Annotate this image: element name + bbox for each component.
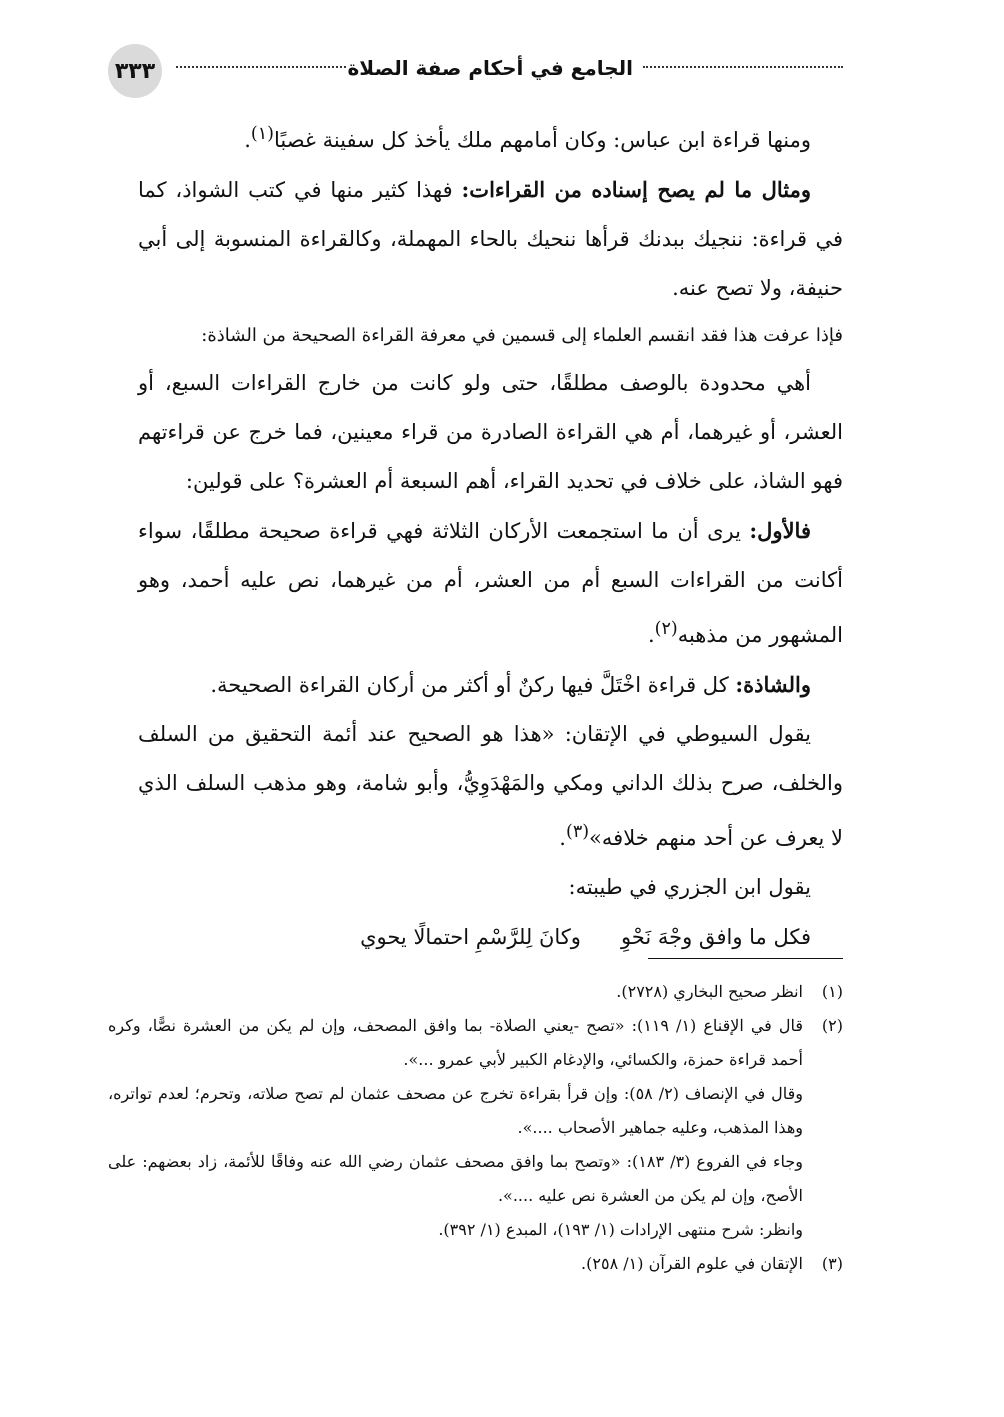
footnote-ref-1[interactable]: (١): [250, 124, 274, 144]
footnote-3: [108, 1247, 843, 1281]
paragraph-ibn-jazari-intro: يقول ابن الجزري في طيبته:: [568, 875, 811, 899]
paragraph-question: أهي محدودة بالوصف مطلقًا، حتى ولو كانت من خارج القراءات السبع، أو العشر، أو غيرهما، أم هي القراءة الصادرة من قراء معينين، فما خرج عن قراءتهم فهو الشاذ، على خلاف في تحديد القراء، أهم السبعة أم العشرة؟ على قولين:: [138, 371, 843, 493]
paragraph-first-opinion: فالأول: يرى أن ما استجمعت الأركان الثلاثة فهي قراءة صحيحة مطلقًا، سواء أكانت من القراءات السبع أم من العشر، أم من غيرهما، نص عليه أحمد، وهو المشهور من مذهبه$^{(٢)}$.: [138, 518, 843, 647]
term-shadhdha: والشاذة:: [735, 672, 811, 697]
paragraph-two-opinions-intro: فإذا عرفت هذا فقد انقسم العلماء إلى قسمين في معرفة القراءة الصحيحة من الشاذة:: [201, 325, 843, 346]
main-text: [138, 110, 843, 962]
verse-first-hemistich: فكل ما وافق وجْهَ نَحْوِ: [620, 925, 811, 949]
term-first: فالأول:: [749, 518, 811, 543]
paragraph-shadhdha-definition: والشاذة: كل قراءة اخْتَلَّ فيها ركنٌ أو أكثر من أركان القراءة الصحيحة.: [210, 672, 811, 697]
paragraph-ibn-abbas-reading: ومنها قراءة ابن عباس: وكان أمامهم ملك يأخذ كل سفينة غصبًا$^{(١)}$.: [244, 124, 811, 152]
footnote-ref-2[interactable]: (٢): [654, 619, 678, 639]
book-title: الجامع في أحكام صفة الصلاة: [347, 56, 633, 80]
footnote-text: الإتقان في علوم القرآن (١/ ٢٥٨).: [581, 1254, 803, 1273]
section-heading: ومثال ما لم يصح إسناده من القراءات:: [461, 177, 811, 202]
footnotes: [108, 975, 843, 1281]
header-dotted-rule-right: [643, 66, 843, 68]
footnote-text: انظر صحيح البخاري (٢٧٢٨).: [616, 982, 803, 1001]
poem-verse: [138, 912, 843, 962]
footnote-2: [108, 1009, 843, 1247]
footnote-ref-3[interactable]: (٣): [565, 822, 590, 842]
footnote-separator: [648, 958, 843, 959]
footnote-1: [108, 975, 843, 1009]
footnote-number: (١): [821, 982, 843, 1001]
paragraph-unsound-chain-example: ومثال ما لم يصح إسناده من القراءات: فهذا كثير منها في كتب الشواذ، كما في قراءة: ننجيك ببدنك قرأها ننحيك بالحاء المهملة، وكالقراءة المنسوبة إلى أبي حنيفة، ولا تصح عنه.: [138, 177, 843, 300]
footnote-text: قال في الإقناع (١/ ١١٩): «تصح -يعني الصلاة- بما وافق المصحف، وإن لم يكن من العشرة نصًّا، وكره أحمد قراءة حمزة، والكسائي، والإدغام الكبير لأبي عمرو ...». وقال في الإنصاف (٢/ ٥٨): وإن قرأ بقراءة تخرج عن مصحف عثمان لم تصح صلاته، وتحرم؛ لعدم تواتره، وهذا المذهب، وعليه جماهير الأصحاب ....». وجاء في الفروع (٣/ ١٨٣): «وتصح بما وافق مصحف عثمان رضي الله عنه وفاقًا للأئمة، زاد بعضهم: على الأصح، وإن لم يكن من العشرة نص عليه ....». وانظر: شرح منتهى الإرادات (١/ ١٩٣)، المبدع (١/ ٣٩٢).: [108, 1016, 804, 1239]
footnote-number: (٣): [821, 1254, 843, 1273]
footnote-number: (٢): [821, 1016, 843, 1035]
verse-second-hemistich: وكانَ لِلرَّسْمِ احتمالًا يحوي: [360, 925, 581, 949]
paragraph-suyuti-quote: يقول السيوطي في الإتقان: «هذا هو الصحيح عند أئمة التحقيق من السلف والخلف، صرح بذلك الداني ومكي والمَهْدَوِيُّ، وأبو شامة، وهو مذهب السلف الذي لا يعرف عن أحد منهم خلافه»$^{(٣)}$.: [138, 722, 843, 850]
running-header: [108, 44, 843, 100]
page-number: ٣٣٣: [108, 44, 162, 98]
header-dotted-rule-left: [176, 66, 346, 68]
